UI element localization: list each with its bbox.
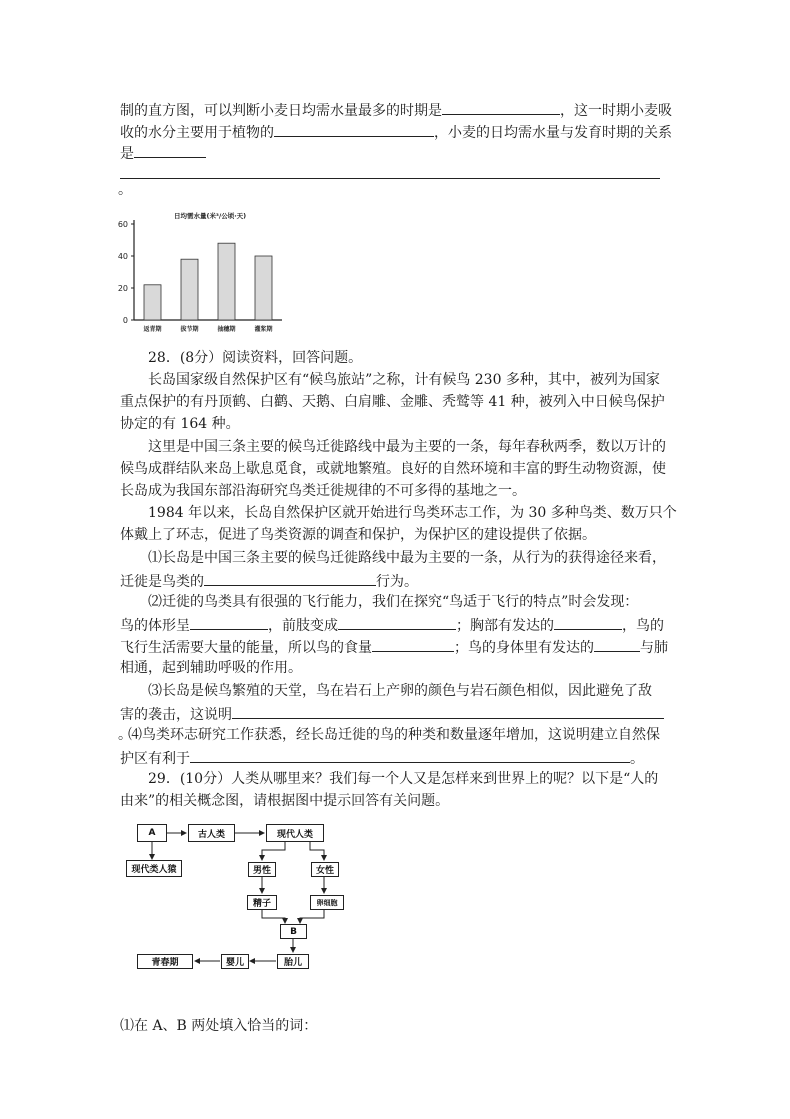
x-category-label: 抽穗期 [217,326,236,333]
intro-text-2a: 收的水分主要用于植物的 [120,125,274,141]
node-male: 男性 [248,862,276,877]
q28-para1-line3: 协定的有 164 种。 [120,416,240,432]
intro-text-3: 是 [120,146,134,162]
node-puberty: 青春期 [137,954,193,969]
arrow-modern-to-male [262,842,285,860]
q28-para2-line2: 候鸟成群结队来岛上歇息觅食，或就地繁殖。良好的自然环境和丰富的野生动物资源，使 [120,461,666,477]
node-female: 女性 [311,862,339,877]
q28-heading: 28．(8分）阅读资料，回答问题。 [148,350,363,366]
node-ancient-humans: 古人类 [188,824,235,842]
q28-sub1-end: 行为。 [376,574,418,590]
q28-para2-line1: 这里是中国三条主要的候鸟迁徙路线中最为主要的一条，每年春秋两季，数以万计的 [148,439,666,455]
arrow-sperm-to-b [262,910,285,923]
intro-period: 。 [118,182,132,198]
q28-sub2-text5: 飞行生活需要大量的能量，所以鸟的食量 [120,640,372,656]
y-tick-label: 40 [117,252,128,261]
q28-para2-line3: 长岛成为我国东部沿海研究鸟类迁徙规律的不可多得的基地之一。 [120,483,526,499]
y-tick-label: 60 [117,220,128,229]
x-category-label: 返青期 [143,326,162,333]
q28-sub2-text1: 鸟的体形呈 [120,618,190,634]
y-tick-label: 0 [122,316,128,325]
node-modern-apes: 现代类人猿 [126,860,182,877]
node-egg: 卵细胞 [310,895,344,910]
q28-sub3-end: 。 [118,727,132,743]
q28-sub2-line4: 相通，起到辅助呼吸的作用。 [120,660,302,676]
arrow-egg-to-b [300,910,324,923]
q28-sub2-text7: 与肺 [640,640,668,656]
node-baby: 婴儿 [221,954,249,969]
q28-sub2-text3: ；胸部有发达的 [456,618,554,634]
q28-sub3-line1: ⑶长岛是候鸟繁殖的天堂，鸟在岩石上产卵的颜色与岩石颜色相似，因此避免了敌 [148,683,652,699]
chart-title: 日均需水量(米³/公顷·天) [174,212,247,220]
q28-sub2-text6: ；鸟的身体里有发达的 [454,640,594,656]
q29-heading-line2: 由来”的相关概念图，请根据图中提示回答有关问题。 [120,793,450,809]
y-tick-label: 20 [117,284,128,293]
node-a[interactable]: A [137,824,167,842]
q28-sub3-text: 害的袭击，这说明 [120,707,232,723]
q28-sub4-end: 。 [630,751,644,767]
x-category-label: 灌浆期 [254,326,273,333]
q28-sub4-line1: ⑷鸟类环志研究工作获悉，经长岛迁徙的鸟的种类和数量逐年增加，这说明建立自然保 [128,727,660,743]
x-category-label: 拔节期 [180,326,199,333]
q29-heading-line1: 29．(10分）人类从哪里来？我们每一个人又是怎样来到世界上的呢？以下是“人的 [148,771,659,787]
q28-para1-line2: 重点保护的有丹顶鹤、白鹳、天鹅、白肩雕、金雕、秃鹫等 41 种，被列入中日候鸟保护 [120,394,665,410]
node-modern-humans: 现代人类 [266,824,324,842]
q28-sub1-line1: ⑴长岛是中国三条主要的候鸟迁徙路线中最为主要的一条，从行为的获得途径来看， [148,550,666,566]
q28-para3-line2: 体戴上了环志，促进了鸟类资源的调查和保护，为保护区的建设提供了依据。 [120,527,596,543]
q28-sub1-text: 迁徙是鸟类的 [120,574,204,590]
node-fetus: 胎儿 [277,954,309,969]
intro-text-1b: ，这一时期小麦吸 [560,103,672,119]
q28-sub4-text: 护区有利于 [120,751,190,767]
q28-sub2-text2: ，前肢变成 [268,618,338,634]
q28-sub2-line1: ⑵迁徙的鸟类具有很强的飞行能力，我们在探究“鸟适于飞行的特点”时会发现： [148,594,639,610]
arrow-modern-to-female [310,842,324,860]
node-sperm: 精子 [247,895,277,910]
intro-text-1a: 制的直方图，可以判断小麦日均需水量最多的时期是 [120,103,442,119]
node-b[interactable]: B [280,924,307,939]
q29-sub1: ⑴在 A、B 两处填入恰当的词： [120,1018,318,1034]
q28-para1-line1: 长岛国家级自然保护区有“候鸟旅站”之称，计有候鸟 230 多种，其中，被列为国家 [148,372,660,388]
q28-sub2-text4: ，鸟的 [622,618,664,634]
intro-text-2b: ，小麦的日均需水量与发育时期的关系 [434,125,672,141]
q28-para3-line1: 1984 年以来，长岛自然保护区就开始进行鸟类环志工作，为 30 多种鸟类、数万只个 [148,505,677,521]
